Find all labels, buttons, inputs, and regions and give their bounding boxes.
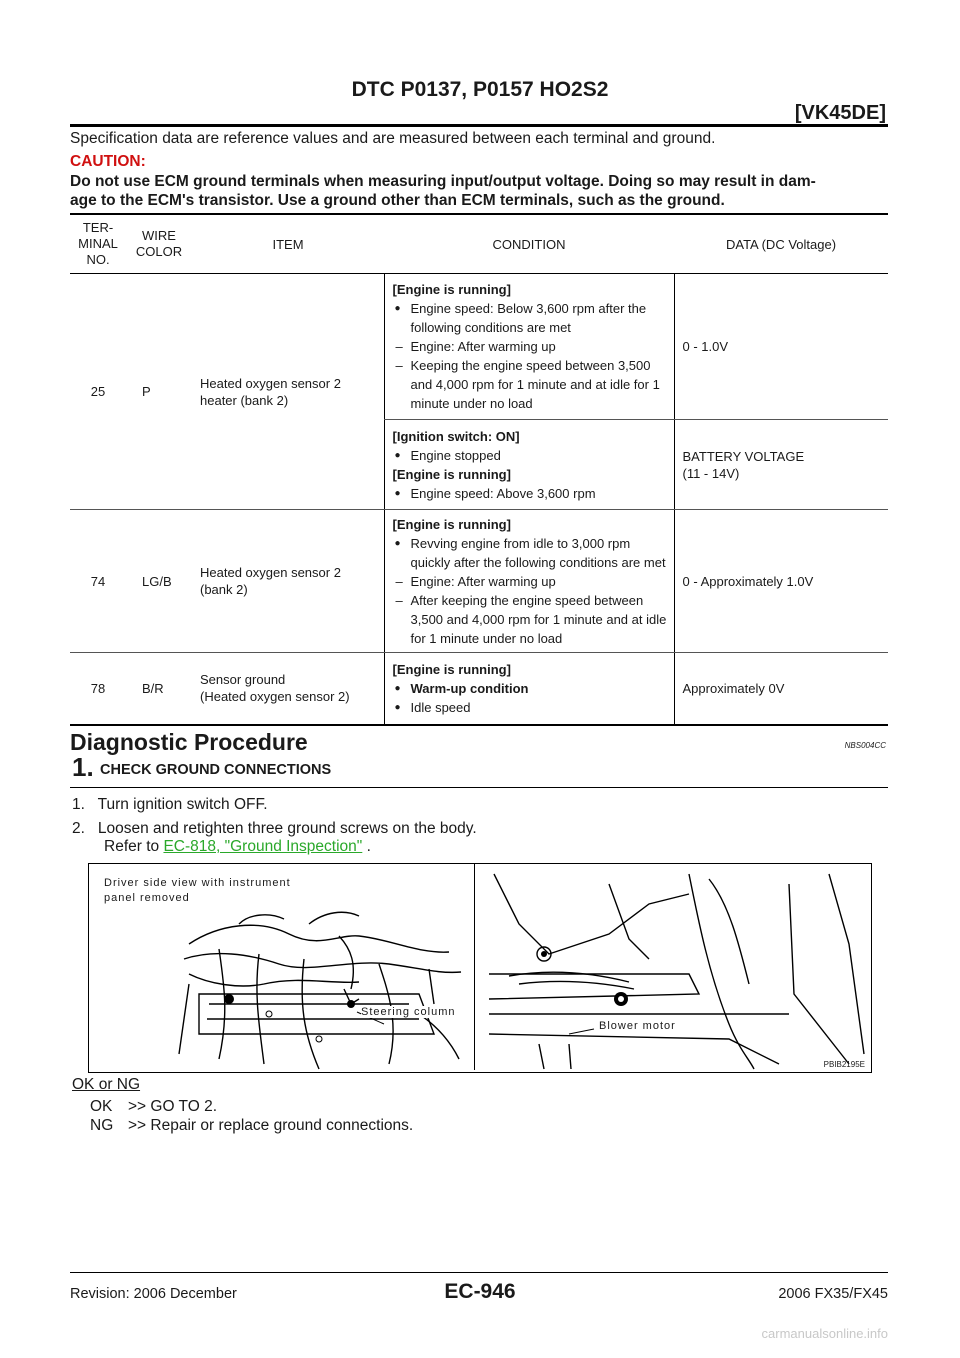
figure-caption: Driver side view with instrument panel removed (104, 877, 291, 904)
ground-inspection-link[interactable]: EC-818, "Ground Inspection" (163, 838, 363, 855)
table-header-row (70, 214, 888, 274)
figure-id: PBIB2195E (823, 1060, 865, 1069)
model: 2006 FX35/FX45 (778, 1286, 888, 1302)
data-value: Approximately 0V (674, 653, 888, 725)
section-code: NBS004CC (844, 741, 886, 750)
ok-goto[interactable]: >> GO TO 2. (128, 1098, 218, 1115)
header-item: ITEM (192, 214, 384, 274)
header-condition: CONDITION (384, 214, 674, 274)
header-terminal: TER- MINAL NO. (70, 214, 126, 274)
item-cell: Heated oxygen sensor 2 (bank 2) (192, 510, 384, 653)
table-row (70, 274, 888, 420)
footer-rule (70, 1272, 888, 1273)
header-data: DATA (DC Voltage) (674, 214, 888, 274)
ng-result (90, 1117, 413, 1135)
item-cell: Sensor ground (Heated oxygen sensor 2) (192, 653, 384, 725)
data-value: 0 - 1.0V (674, 274, 888, 420)
caution-line: Do not use ECM ground terminals when measuring input/output voltage. Doing so may result in dam- (70, 173, 816, 190)
figure-ground-screws (88, 863, 872, 1073)
page-number: EC-946 (444, 1280, 516, 1303)
wire-color: LG/B (126, 510, 192, 653)
instruction-2: 2. Loosen and retighten three ground screws on the body. (72, 820, 477, 837)
ok-result (90, 1098, 217, 1116)
section-heading: Diagnostic Procedure (70, 729, 308, 755)
ng-key: NG (90, 1117, 114, 1134)
terminal-number: 25 (70, 274, 126, 510)
step-number: 1. (72, 752, 94, 782)
condition-cell: [Engine is running] ● Engine speed: Below 3,600 rpm after the following conditions are met – Engine: After warming up – Keeping the engine speed between 3,500 and 4,000 rpm for 1 minute and at idle for 1 minute under no load (384, 274, 674, 420)
caution-heading: CAUTION: (70, 153, 146, 170)
watermark: carmanualsonline.info (761, 1326, 888, 1341)
data-value: 0 - Approximately 1.0V (674, 510, 888, 653)
terminal-number: 78 (70, 653, 126, 725)
revision: Revision: 2006 December (70, 1286, 237, 1302)
table-row (70, 653, 888, 725)
caution-line: age to the ECM's transistor. Use a ground other than ECM terminals, such as the ground. (70, 192, 725, 209)
ok-or-ng-heading: OK or NG (72, 1076, 141, 1093)
wire-color: P (126, 274, 192, 510)
caution-body (70, 172, 890, 210)
table-row (70, 510, 888, 653)
item-cell: Heated oxygen sensor 2 heater (bank 2) (192, 274, 384, 510)
label-steering-column: Steering column (361, 1006, 456, 1018)
terminal-table (70, 213, 888, 726)
engine-label: [VK45DE] (794, 102, 886, 124)
header-wire-color: WIRE COLOR (126, 214, 192, 274)
terminal-number: 74 (70, 510, 126, 653)
instruction-2-refer: Refer to EC-818, "Ground Inspection" . (104, 838, 371, 855)
header-rule (70, 124, 888, 127)
ok-key: OK (90, 1098, 113, 1115)
ng-action: >> Repair or replace ground connections. (128, 1117, 414, 1134)
step-title: CHECK GROUND CONNECTIONS (100, 762, 332, 778)
condition-cell: [Engine is running] ● Warm-up condition ● Idle speed (384, 653, 674, 725)
wire-color: B/R (126, 653, 192, 725)
figure-divider (474, 864, 475, 1070)
page-title: DTC P0137, P0157 HO2S2 (351, 78, 609, 101)
instruction-1: 1. Turn ignition switch OFF. (72, 796, 268, 813)
step-rule (70, 787, 888, 788)
condition-cell: [Engine is running] ● Revving engine from idle to 3,000 rpm quickly after the following conditions are met – Engine: After warming up – After keeping the engine speed between 3,500 and 4,000 rpm for 1 minute and at idle for 1 minute under no load (384, 510, 674, 653)
condition-cell: [Ignition switch: ON] ● Engine stopped [Engine is running] ● Engine speed: Above 3,600 rpm (384, 420, 674, 510)
spec-note: Specification data are reference values and are measured between each terminal and ground. (70, 130, 716, 147)
label-blower-motor: Blower motor (599, 1020, 676, 1032)
data-value: BATTERY VOLTAGE (11 - 14V) (674, 420, 888, 510)
